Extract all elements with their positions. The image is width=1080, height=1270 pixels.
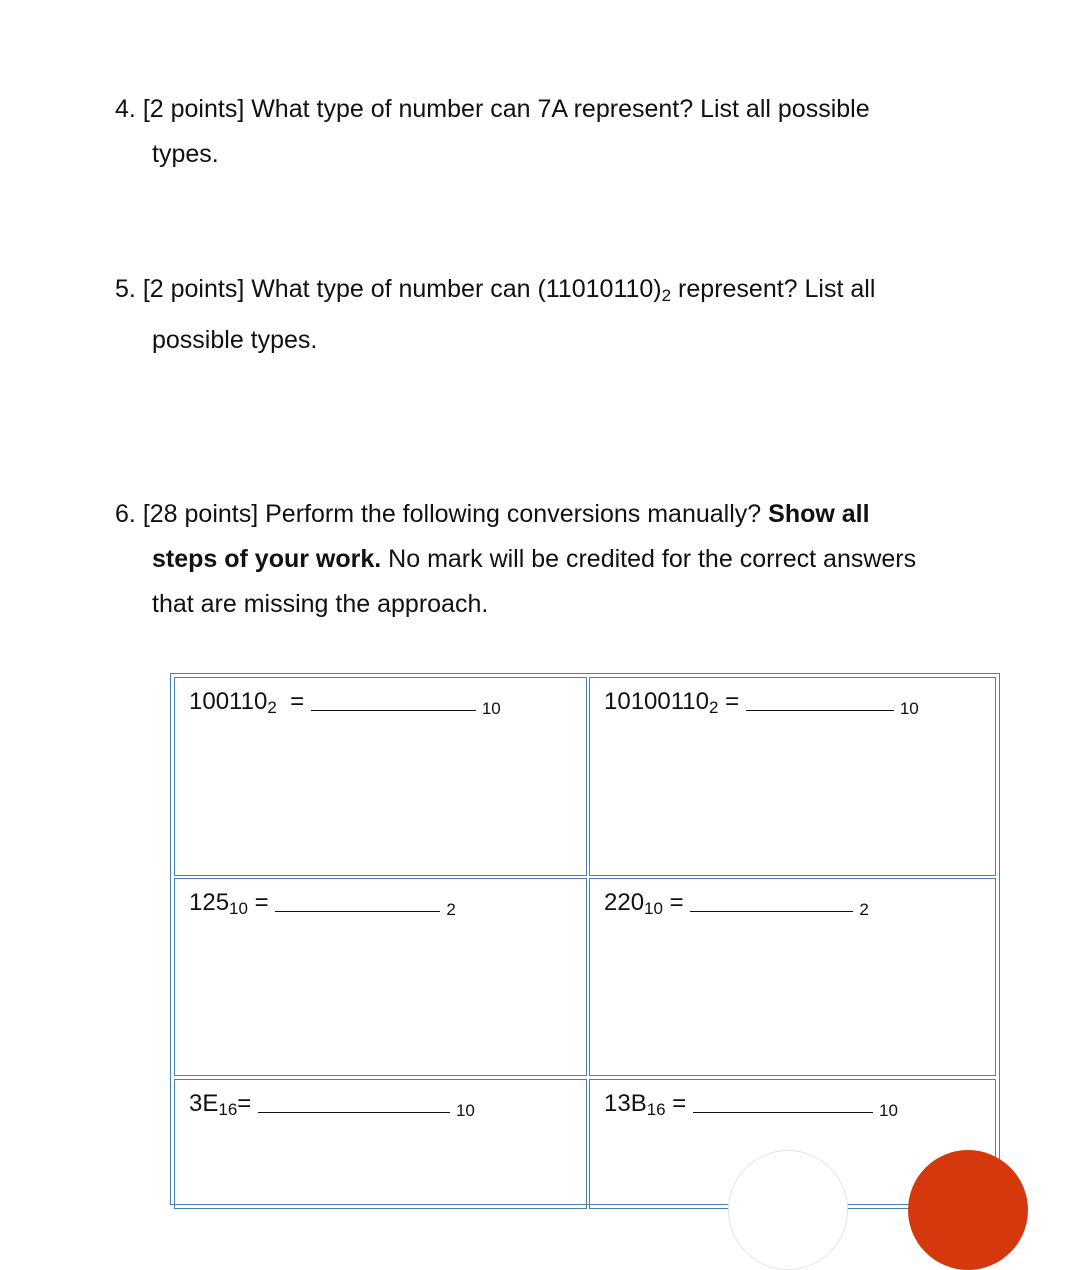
answer-blank xyxy=(275,891,440,912)
conversion-cell[interactable] xyxy=(174,677,587,876)
conversion-cell[interactable] xyxy=(589,677,996,876)
question-6-line3: that are missing the approach. xyxy=(152,590,489,618)
conversion-expression: $100110_2 = _{10}$ xyxy=(189,688,501,718)
floating-action-button[interactable] xyxy=(908,1150,1028,1270)
question-6-line2: steps of your work. No mark will be credited for the correct answers xyxy=(152,545,917,573)
answer-blank xyxy=(690,891,853,912)
answer-blank xyxy=(746,690,894,711)
conversion-expression: $220_{10} = _2$ xyxy=(604,889,869,919)
floating-white-button[interactable] xyxy=(728,1150,848,1270)
conversion-table xyxy=(170,673,1000,1205)
question-5-line2: possible types. xyxy=(152,326,318,354)
question-5 xyxy=(115,267,1015,363)
conversion-cell[interactable] xyxy=(589,878,996,1076)
question-6-line1: 6. [28 points] Perform the following conversions manually? Show all xyxy=(115,500,870,528)
question-5-line1: 5. [2 points] What type of number can $(11010110)_2$ represent? List all xyxy=(115,275,876,305)
question-6 xyxy=(115,492,1015,627)
question-4-line1: 4. [2 points] What type of number can 7A represent? List all possible xyxy=(115,95,870,123)
conversion-expression: $13B_{16} = _{10}$ xyxy=(604,1090,898,1120)
conversion-cell[interactable] xyxy=(174,878,587,1076)
conversion-expression: $3E_{16}= _{10}$ xyxy=(189,1090,475,1120)
question-4-line2: types. xyxy=(152,140,219,168)
question-4 xyxy=(115,87,1015,177)
conversion-expression: $10100110_2 = _{10}$ xyxy=(604,688,919,718)
conversion-expression: $125_{10} = _2$ xyxy=(189,889,456,919)
answer-blank xyxy=(311,690,476,711)
answer-blank xyxy=(693,1092,873,1113)
answer-blank xyxy=(258,1092,450,1113)
conversion-cell[interactable] xyxy=(174,1079,587,1209)
